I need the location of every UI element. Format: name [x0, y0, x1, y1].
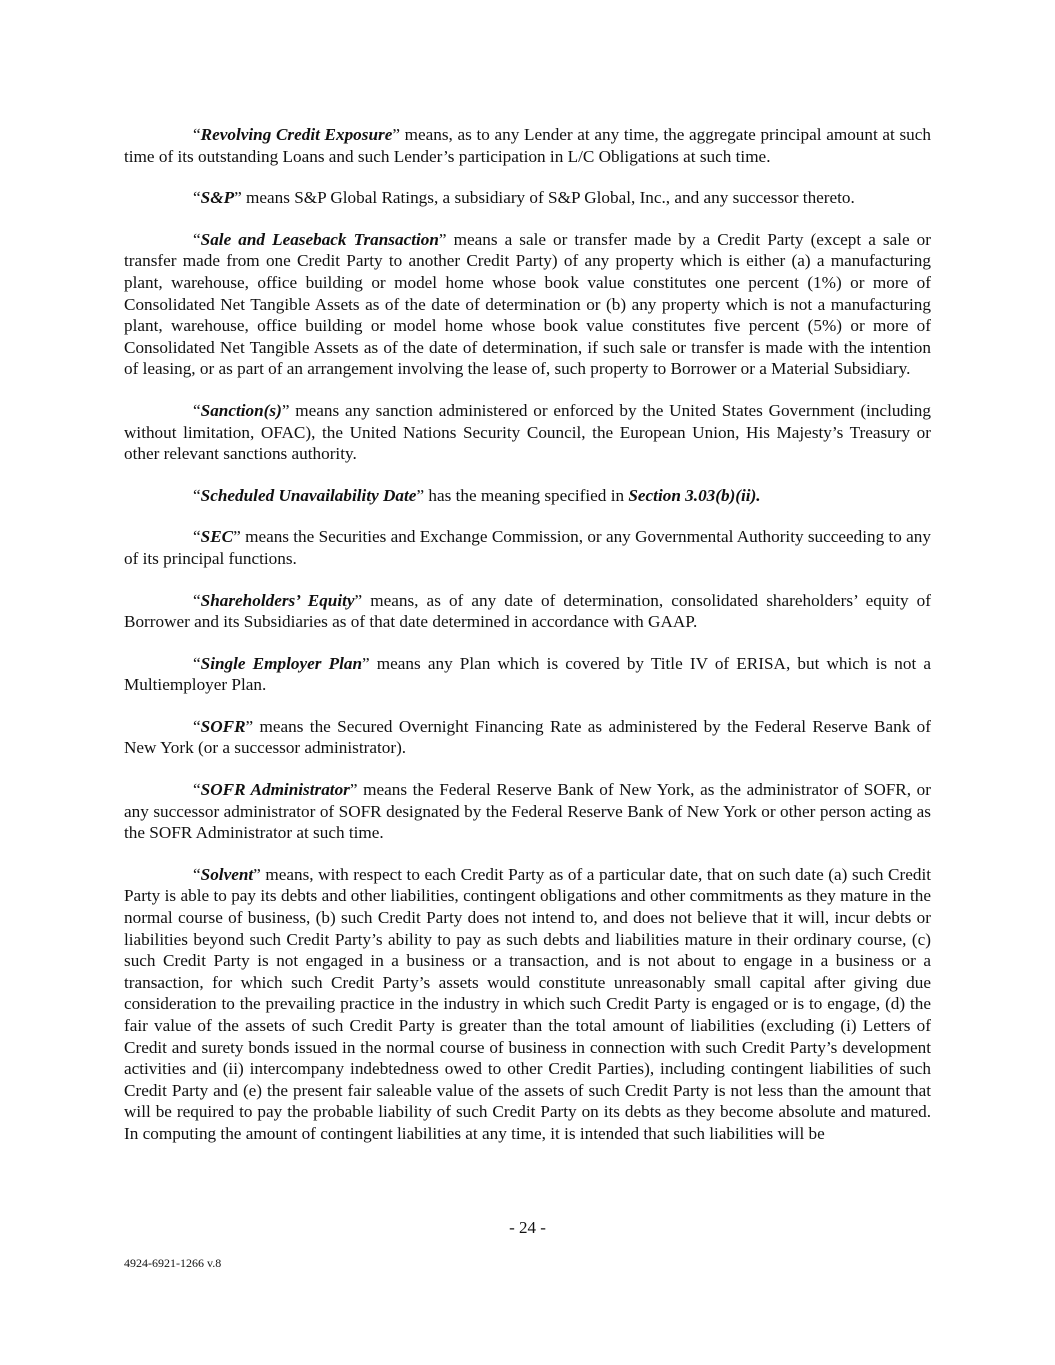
open-quote: “ [193, 485, 201, 505]
open-quote: “ [193, 590, 201, 610]
definition-revolving-credit-exposure [124, 124, 931, 167]
open-quote: “ [193, 400, 201, 420]
open-quote: “ [193, 125, 201, 144]
definition-text: means the Secured Overnight Financing Rate as administered by the Federal Reserve Bank of New York (or a successor administrator). [124, 716, 931, 758]
definition-text: has the meaning specified in [424, 485, 629, 505]
definition-text: means S&P Global Ratings, a subsidiary of S&P Global, Inc., and any successor thereto. [241, 188, 855, 208]
definition-sale-and-leaseback-transaction [124, 229, 931, 380]
open-quote: “ [193, 780, 201, 800]
open-quote: “ [193, 188, 201, 208]
open-quote: “ [193, 716, 201, 736]
definition-text: means any sanction administered or enforced by the United States Government (including without limitation, OFAC), the United Nations Security Council, the European Union, His Majesty’s Treasury or other relevant sanctions authority. [124, 400, 931, 464]
close-quote: ” [349, 780, 358, 800]
defined-term: Sale and Leaseback Transaction [200, 229, 439, 249]
definition-text: means, as to any Lender at any time, the aggregate principal amount at such time of its outstanding Loans and such Lender’s participation in L/C Obligations at such time. [124, 125, 931, 166]
defined-term: Sanction(s) [200, 400, 282, 420]
close-quote: ” [362, 653, 370, 673]
defined-term: Revolving Credit Exposure [200, 125, 393, 144]
definition-shareholders-equity [124, 590, 931, 633]
definition-text: means the Federal Reserve Bank of New York, as the administrator of SOFR, or any successor administrator of SOFR designated by the Federal Reserve Bank of New York or other person acting as the SOFR Administrator at such time. [124, 780, 931, 843]
close-quote: ” [416, 485, 425, 505]
definition-single-employer-plan [124, 653, 931, 696]
open-quote: “ [193, 527, 201, 547]
defined-term: S&P [200, 188, 235, 208]
definition-text: means, with respect to each Credit Party as of a particular date, that on such date (a) such Credit Party is able to pay its debts and other liabilities, contingent obligations and other commitments as they mature in the normal course of business, (b) such Credit Party does not intend to, and does not believe that it will, incur debts or liabilities beyond such Credit Party’s ability to pay as such debts and liabilities mature in their ordinary course, (c) such Credit Party is not engaged in a business or a transaction, and is not about to engage in a business or a transaction, for which such Credit Party’s assets would constitute unreasonably small capital after giving due consideration to the prevailing practice in the industry in which such Credit Party is engaged or is to engage, (d) the fair value of the assets of such Credit Party is greater than the total amount of liabilities (excluding (i) Letters of Credit and surety bonds issued in the normal course of business in connection with such Credit Party’s development activities and (ii) intercompany indebtedness owed to other Credit Parties), including contingent liabilities of such Credit Party and (e) the present fair saleable value of the assets of such Credit Party is not less than the amount that will be required to pay the probable liability of such Credit Party on its debts as they become absolute and matured. In computing the amount of contingent liabilities at any time, it is intended that such liabilities will be [124, 864, 931, 1143]
section-reference: Section 3.03(b)(ii). [628, 485, 761, 505]
close-quote: ” [245, 716, 254, 736]
defined-term: Shareholders’ Equity [200, 590, 355, 610]
defined-term: SOFR Administrator [200, 780, 350, 800]
page-number: - 24 - [509, 1218, 546, 1237]
open-quote: “ [193, 653, 201, 673]
close-quote: ” [438, 229, 447, 249]
definition-text: means the Securities and Exchange Commission, or any Governmental Authority succeeding to any of its principal functions. [124, 527, 931, 568]
open-quote: “ [193, 864, 201, 884]
document-id: 4924-6921-1266 v.8 [124, 1256, 222, 1270]
close-quote: ” [281, 400, 290, 420]
close-quote: ” [354, 590, 363, 610]
defined-term: SEC [200, 527, 234, 547]
close-quote: ” [234, 188, 242, 208]
open-quote: “ [193, 229, 201, 249]
close-quote: ” [233, 527, 241, 547]
defined-term: Scheduled Unavailability Date [200, 485, 417, 505]
defined-term: SOFR [200, 716, 246, 736]
defined-term: Solvent [200, 864, 254, 884]
close-quote: ” [392, 125, 400, 144]
document-page [124, 124, 931, 1165]
definition-s-and-p [124, 187, 931, 209]
definition-text: means a sale or transfer made by a Credit Party (except a sale or transfer made from one Credit Party to another Credit Party) of any property which is either (a) a manufacturing plant, warehouse, office building or model home whose book value constitutes one percent (1%) or more of Consolidated Net Tangible Assets as of the date of determination or (b) any property which is not a manufacturing plant, warehouse, office building or model home whose book value constitutes five percent (5%) or more of Consolidated Net Tangible Assets as of the date of determination, if such sale or transfer is made with the intention of leasing, or as part of an arrangement involving the lease of, such property to Borrower or a Material Subsidiary. [124, 229, 931, 379]
definition-sofr-administrator [124, 779, 931, 844]
definition-text: means, as of any date of determination, consolidated shareholders’ equity of Borrower and its Subsidiaries as of that date determined in accordance with GAAP. [124, 590, 931, 632]
definition-sanctions [124, 400, 931, 465]
defined-term: Single Employer Plan [200, 653, 362, 673]
definition-text: means any Plan which is covered by Title IV of ERISA, but which is not a Multiemployer Plan. [124, 653, 931, 695]
close-quote: ” [253, 864, 261, 884]
definition-sofr [124, 716, 931, 759]
definition-sec [124, 526, 931, 569]
definition-solvent [124, 864, 931, 1145]
definition-scheduled-unavailability-date [124, 485, 931, 507]
